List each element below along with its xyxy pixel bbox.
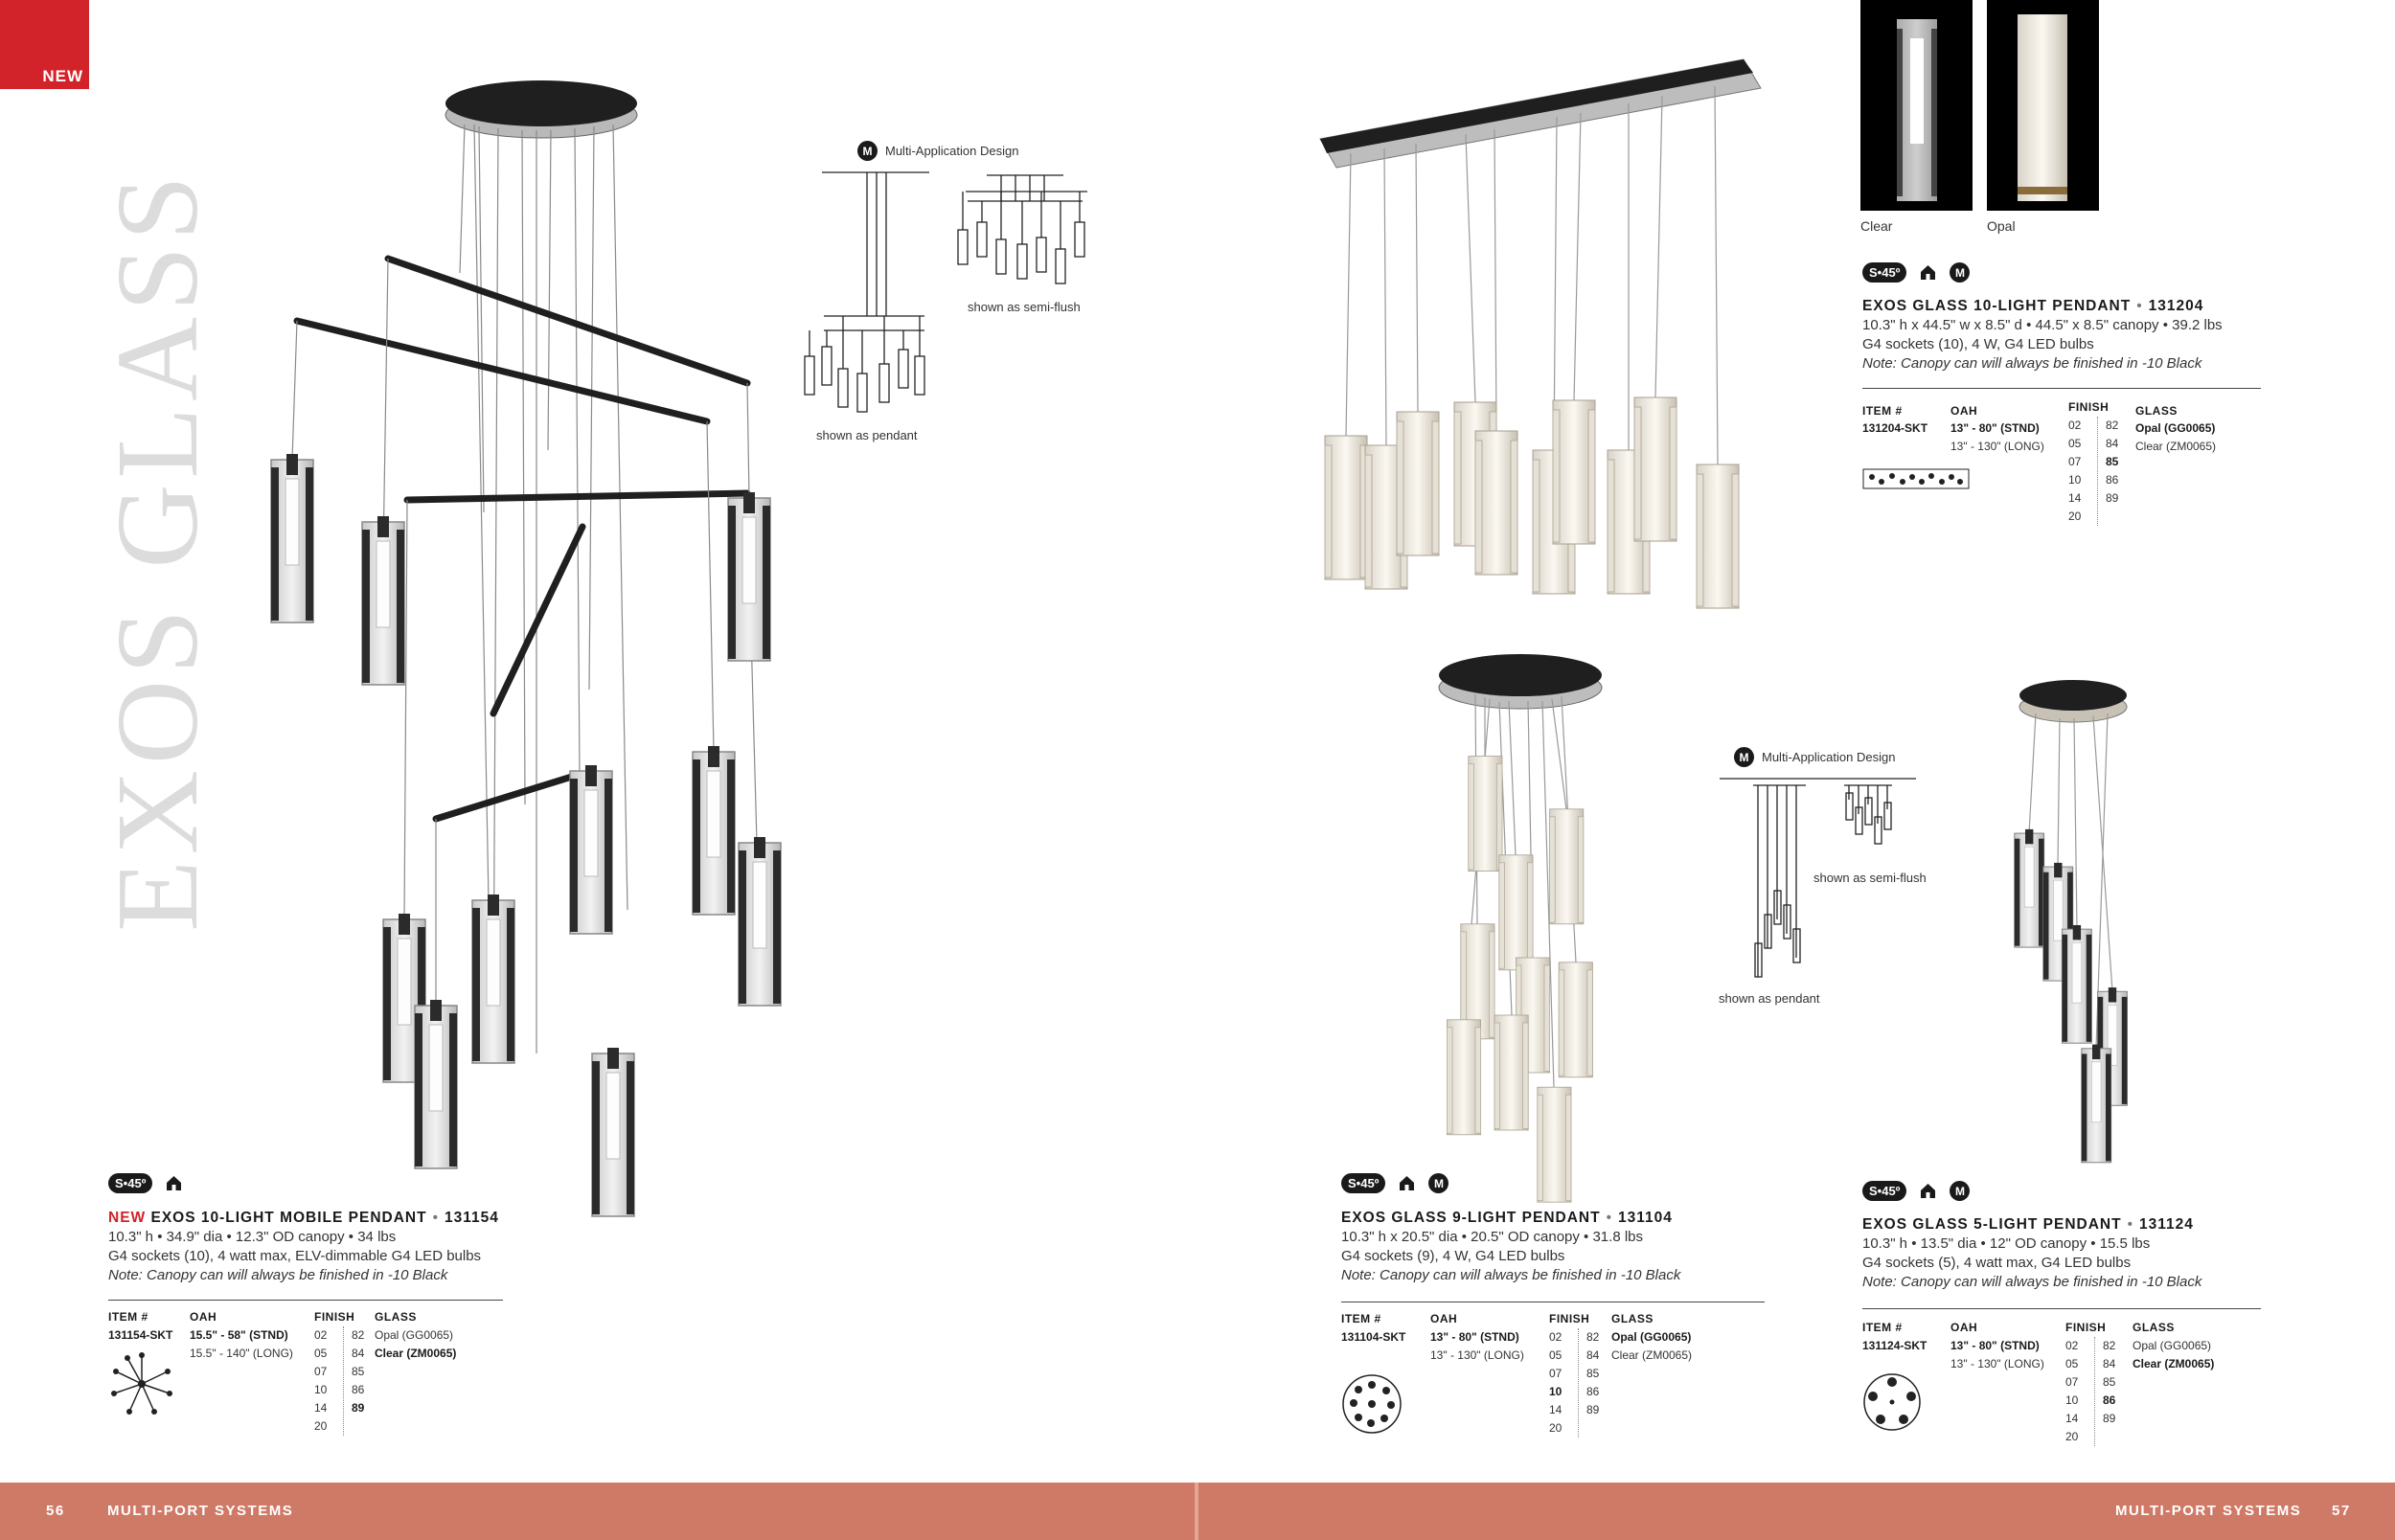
family-title: EXOS GLASS	[93, 170, 222, 932]
m-badge: M	[857, 141, 878, 161]
product-1-finish-list: 02 05 07 10 14 20 82 84 85 86 89	[314, 1326, 373, 1436]
product-4-title: EXOS GLASS 5-LIGHT PENDANT • 131124	[1862, 1216, 2194, 1233]
opal-glass-swatch	[1987, 0, 2099, 211]
home-icon	[1397, 1173, 1417, 1193]
canopy-layout-icon	[1341, 1373, 1403, 1435]
canopy-layout-icon	[1862, 1372, 1922, 1432]
left-section-title: MULTI-PORT SYSTEMS	[107, 1503, 294, 1519]
product-2-title: EXOS GLASS 10-LIGHT PENDANT • 131204	[1862, 298, 2204, 314]
diagram-pendant-caption: shown as pendant	[816, 428, 918, 442]
product-3-title: EXOS GLASS 9-LIGHT PENDANT • 131104	[1341, 1210, 1673, 1226]
home-icon	[1918, 1181, 1938, 1201]
clear-glass-swatch	[1860, 0, 1973, 211]
product-2-description: 10.3" h x 44.5" w x 8.5" d • 44.5" x 8.5" canopy • 39.2 lbs G4 sockets (10), 4 W, G4 LED bulbs Note: Canopy can will always be finished in -10 Black	[1862, 317, 2223, 372]
diagram-semiflush-caption-2: shown as semi-flush	[1813, 871, 1927, 885]
product-3-feature-icons	[1341, 1173, 1448, 1193]
multi-application-label-2: M Multi-Application Design	[1734, 747, 1895, 767]
page-gutter	[1195, 1483, 1198, 1540]
product-2-divider	[1862, 388, 2261, 389]
m-badge: M	[1734, 747, 1754, 767]
product-2-finish-list: 02 05 07 10 14 20 82 84 85 86 89	[2068, 417, 2127, 526]
product-3-finish-list: 02 05 07 10 14 20 82 84 85 86 89	[1549, 1328, 1608, 1438]
canopy-layout-icon	[108, 1350, 175, 1417]
diagram-pendant-and-semiflush-2	[1715, 776, 1926, 996]
canopy-layout-icon	[1862, 468, 1970, 489]
diagram-pendant-caption-2: shown as pendant	[1719, 991, 1820, 1006]
product-image-mobile-pendant	[240, 67, 795, 1235]
home-icon	[1918, 262, 1938, 283]
m-badge: M	[1950, 262, 1970, 283]
shade-45-badge: S•45º	[1862, 262, 1906, 283]
right-page-number: 57	[2332, 1503, 2351, 1519]
footer-bar	[0, 1483, 2395, 1540]
product-4-description: 10.3" h • 13.5" dia • 12" OD canopy • 15.5 lbs G4 sockets (5), 4 watt max, G4 LED bulbs Note: Canopy can will always be finished in -10 Black	[1862, 1235, 2202, 1290]
product-1-feature-icons	[108, 1173, 184, 1193]
product-4-feature-icons	[1862, 1181, 1970, 1201]
product-2-feature-icons	[1862, 262, 1970, 283]
shade-45-badge: S•45º	[108, 1173, 152, 1193]
home-icon	[164, 1173, 184, 1193]
product-3-description: 10.3" h x 20.5" dia • 20.5" OD canopy • 31.8 lbs G4 sockets (9), 4 W, G4 LED bulbs Note: Canopy can will always be finished in -10 Black	[1341, 1229, 1681, 1283]
left-page-number: 56	[46, 1503, 65, 1519]
opal-swatch-label: Opal	[1987, 218, 2016, 234]
m-badge: M	[1950, 1181, 1970, 1201]
product-image-5-light-pendant	[2002, 670, 2146, 1168]
shade-45-badge: S•45º	[1862, 1181, 1906, 1201]
clear-swatch-label: Clear	[1860, 218, 1893, 234]
product-image-9-light-pendant	[1427, 642, 1619, 1178]
right-section-title: MULTI-PORT SYSTEMS	[2115, 1503, 2302, 1519]
product-1-title: NEW EXOS 10-LIGHT MOBILE PENDANT • 131154	[108, 1210, 499, 1226]
product-image-10-light-pendant	[1312, 53, 1772, 589]
opal-glass-photo	[1987, 0, 2099, 211]
multi-application-label: M Multi-Application Design	[857, 141, 1018, 161]
product-1-description: 10.3" h • 34.9" dia • 12.3" OD canopy • 34 lbs G4 sockets (10), 4 watt max, ELV-dimmable G4 LED bulbs Note: Canopy can will always be finished in -10 Black	[108, 1229, 482, 1283]
m-badge: M	[1428, 1173, 1448, 1193]
new-corner-tag: NEW	[0, 0, 89, 89]
clear-glass-photo	[1860, 0, 1973, 211]
shade-45-badge: S•45º	[1341, 1173, 1385, 1193]
product-4-divider	[1862, 1308, 2261, 1309]
diagram-semiflush-caption: shown as semi-flush	[968, 300, 1081, 314]
product-1-divider	[108, 1300, 503, 1301]
product-4-finish-list: 02 05 07 10 14 20 82 84 85 86 89	[2065, 1337, 2124, 1446]
